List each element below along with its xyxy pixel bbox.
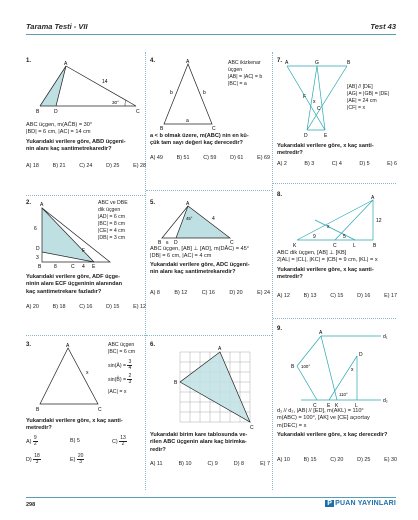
option-a[interactable]: A) $\frac{9}{2}$: [26, 435, 37, 447]
label-C: C: [333, 243, 337, 249]
question-text: Yukarıdaki verilere göre, ADF üçge- ninin alanı ECF üçgeninin alanından kaç santimetrekare fazladır?: [26, 274, 123, 295]
label-B: B: [158, 240, 162, 244]
label-E: E: [324, 133, 328, 138]
question-text: Yukarıdaki verilere göre, x kaç santi- metredir?: [277, 143, 374, 157]
option-b[interactable]: B) 21: [52, 163, 66, 169]
label-x: x: [313, 99, 316, 105]
option-b[interactable]: B) 10: [178, 461, 192, 467]
question-text: Yukarıdaki verilere göre, x kaç santi- metredir?: [26, 418, 123, 432]
question-number: 7.: [277, 58, 283, 64]
question-given: d₁ // d₂, |AB| // [ED], m(AKL) = 110° m(ABC) = 100°, [AK] ve [CE] açıortay m(DEC) = x: [277, 408, 370, 429]
question-1: [26, 58, 144, 198]
footer-rule: [26, 497, 396, 498]
label-B: B: [36, 407, 40, 413]
option-a[interactable]: A) 10: [277, 457, 290, 463]
option-e[interactable]: E) $\frac{20}{3}$: [70, 453, 84, 465]
question-text: a < b olmak üzere, m(ABC) nin en kü- çük tam sayı değeri kaç derecedir?: [150, 133, 249, 147]
label-F: F: [303, 94, 307, 100]
label-C: C: [71, 264, 75, 270]
option-e[interactable]: E) 30: [384, 457, 397, 463]
label-K: K: [335, 403, 339, 409]
options: [150, 290, 270, 297]
option-d[interactable]: D) 8: [233, 461, 244, 467]
page-header: [0, 0, 418, 40]
question-number: 9.: [277, 326, 283, 332]
label-5: 5: [343, 234, 346, 240]
label-A: A: [319, 330, 323, 336]
label-12: 12: [376, 218, 382, 224]
label-3: 3: [36, 255, 39, 261]
label-L: L: [353, 243, 356, 249]
label-C: C: [317, 106, 321, 112]
options: [277, 457, 397, 464]
question-number: 3.: [26, 342, 32, 348]
publisher-mark: P: [327, 500, 333, 507]
given-sin-b: sin(B̂) = $\frac{2}{3}$: [108, 373, 132, 385]
option-a[interactable]: A) 2: [277, 161, 287, 167]
label-D: D: [36, 246, 40, 252]
option-e[interactable]: E) 17: [384, 293, 397, 299]
question-5: [150, 200, 268, 340]
label-A: A: [218, 346, 222, 352]
option-d[interactable]: D) 61: [230, 155, 244, 161]
option-c[interactable]: C) $\frac{13}{2}$: [112, 435, 126, 447]
option-e[interactable]: E) 7: [260, 461, 270, 467]
question-7: [277, 58, 395, 198]
options: [26, 163, 146, 170]
right-triangle-figure: [277, 192, 395, 250]
option-c[interactable]: C) 20: [330, 457, 344, 463]
label-G: G: [315, 60, 319, 66]
column-divider: [272, 52, 273, 490]
option-d[interactable]: D) 25: [357, 457, 371, 463]
label-L: L: [355, 403, 358, 409]
question-number: 8.: [277, 192, 283, 198]
label-45: 45°: [186, 216, 193, 221]
label-B: B: [160, 126, 164, 130]
question-given: ABC üçgen, [AB] ⊥ [AD], m(DÂC) = 45° |DB| = 6 cm, |AC| = 4 cm: [150, 246, 249, 260]
option-b[interactable]: B) 15: [303, 457, 317, 463]
options: [277, 161, 397, 168]
label-8: 8: [54, 264, 57, 270]
question-3: [26, 342, 144, 482]
option-c[interactable]: C) 4: [331, 161, 342, 167]
option-e[interactable]: E) 24: [257, 290, 270, 296]
question-text: Yukarıdaki verilere göre, ABD üçgeni- nin alanı kaç santimetrekaredir?: [26, 139, 126, 153]
options: [26, 304, 146, 311]
question-2: [26, 200, 144, 340]
option-e[interactable]: E) 69: [257, 155, 270, 161]
question-given: ABC dik üçgen, [AB] ⊥ [KB] 2|AL| = |CL|, |KC| = |CB| = 9 cm, |KL| = x: [277, 250, 378, 264]
label-6: 6: [34, 226, 37, 232]
label-E: E: [92, 264, 96, 270]
test-series-title: Tarama Testi - VII: [26, 22, 88, 31]
label-B: B: [347, 60, 351, 66]
label-4: 4: [212, 216, 215, 222]
column-divider: [145, 52, 146, 490]
page-number: 298: [26, 502, 36, 508]
label-B: B: [36, 109, 40, 115]
question-4: [150, 58, 268, 198]
label-110: 110°: [339, 392, 348, 397]
options: [150, 155, 270, 162]
triangle-figure: [26, 342, 106, 414]
label-C: C: [98, 407, 102, 413]
label-b-left: b: [170, 90, 173, 96]
label-6: 6: [166, 240, 169, 244]
triangle-figure: [26, 58, 144, 118]
option-e[interactable]: E) 12: [133, 304, 146, 310]
parallel-lines-figure: [277, 58, 353, 138]
parallel-lines-angle-figure: [277, 326, 395, 410]
label-B: B: [38, 264, 42, 270]
label-angle: 30°: [112, 100, 119, 105]
label-4: 4: [82, 264, 85, 270]
option-b[interactable]: B) 18: [52, 304, 66, 310]
given-ac: |AC| = x: [108, 389, 127, 395]
label-A: A: [371, 195, 375, 201]
triangle-45-figure: [150, 200, 268, 244]
question-given: ABC üçgen, m(AĈB) = 30° |BD| = 6 cm, |AC| = 14 cm: [26, 122, 93, 136]
given-data: ABC üçgen |BC| = 6 cm: [108, 342, 136, 356]
question-text: Yukarıdaki verilere göre, x kaç santi- metredir?: [277, 267, 374, 281]
question-number: 5.: [150, 200, 156, 206]
option-c[interactable]: C) 59: [203, 155, 217, 161]
question-text: Yukarıdaki verilere göre, x kaç derecedir?: [277, 432, 388, 438]
question-9: [277, 326, 395, 466]
option-a[interactable]: A) 12: [277, 293, 290, 299]
question-text: Yukarıdaki verilere göre, ADC üçgeni- nin alanı kaç santimetrekaredir?: [150, 262, 250, 276]
label-C: C: [250, 425, 254, 430]
label-side: 14: [102, 79, 108, 85]
label-D: D: [359, 352, 363, 358]
option-d[interactable]: D) 5: [359, 161, 370, 167]
label-K: K: [293, 243, 297, 249]
option-e[interactable]: E) 6: [387, 161, 397, 167]
option-b[interactable]: B) 5: [70, 438, 80, 444]
label-B: B: [373, 243, 377, 249]
label-d1: d₁: [383, 334, 388, 340]
label-A: A: [285, 60, 289, 66]
option-d[interactable]: D) 25: [106, 163, 120, 169]
label-100: 100°: [301, 364, 311, 369]
label-B: B: [174, 380, 178, 386]
label-D: D: [174, 240, 178, 244]
option-c[interactable]: C) 9: [207, 461, 218, 467]
option-d[interactable]: D) 20: [229, 290, 243, 296]
label-C: C: [212, 126, 216, 130]
given-data: [AB] // [DE] |AG| = |GB| = |DE| |AE| = 24 cm |CF| = x: [347, 84, 390, 112]
label-A: A: [186, 201, 190, 207]
publisher-logo: [325, 500, 396, 507]
label-9: 9: [313, 234, 316, 240]
question-number: 1.: [26, 58, 32, 64]
option-a[interactable]: A) 49: [150, 155, 163, 161]
option-c[interactable]: C) 16: [201, 290, 215, 296]
unit-grid-figure: [150, 342, 268, 430]
option-b[interactable]: B) 3: [304, 161, 315, 167]
test-number: Test 43: [370, 22, 396, 31]
isosceles-triangle-figure: [150, 58, 230, 130]
label-b-right: b: [203, 90, 206, 96]
header-rule: [26, 34, 396, 35]
question-number: 4.: [150, 58, 156, 64]
option-a[interactable]: A) 11: [150, 461, 163, 467]
label-D: D: [304, 133, 308, 138]
question-number: 2.: [26, 200, 32, 206]
option-a[interactable]: A) 20: [26, 304, 39, 310]
option-d[interactable]: D) 15: [106, 304, 120, 310]
label-A: A: [186, 59, 190, 65]
option-b[interactable]: B) 12: [174, 290, 188, 296]
label-x: x: [351, 367, 354, 373]
option-d[interactable]: D) 16: [357, 293, 371, 299]
label-F: F: [82, 248, 86, 254]
option-c[interactable]: C) 15: [330, 293, 344, 299]
question-text: Yukarıdaki birim kare tablosunda ve- rilen ABC üçgenin alanı kaç birimka- redir?: [150, 432, 248, 453]
publisher-name: PUAN YAYINLARI: [335, 500, 396, 507]
given-data: ABC ikizkenar üçgen |AB| = |AC| = b |BC| = a: [228, 60, 263, 88]
label-A: A: [40, 202, 44, 208]
option-a[interactable]: A) 18: [26, 163, 39, 169]
label-d2: d₂: [383, 398, 388, 404]
label-B: B: [291, 364, 295, 370]
option-d[interactable]: D) $\frac{18}{3}$: [26, 453, 40, 465]
label-x: x: [86, 370, 89, 376]
option-b[interactable]: B) 51: [176, 155, 190, 161]
given-sin-a: sin(Â) = $\frac{3}{4}$: [108, 359, 132, 371]
label-C: C: [230, 240, 234, 244]
given-data: ABC ve DBE dik üçgen |AD| = 6 cm |BC| = 8 cm |CE| = 4 cm |DB| = 3 cm: [98, 200, 128, 242]
label-A: A: [64, 61, 68, 67]
label-a: a: [186, 118, 189, 124]
question-number: 6.: [150, 342, 156, 348]
option-c[interactable]: C) 24: [79, 163, 93, 169]
label-C: C: [136, 109, 140, 115]
options: [150, 461, 270, 468]
question-8: [277, 192, 395, 332]
option-e[interactable]: E) 28: [133, 163, 146, 169]
label-x: x: [327, 224, 330, 230]
option-a[interactable]: A) 8: [150, 290, 160, 296]
label-C: C: [313, 403, 317, 409]
label-A: A: [66, 343, 70, 349]
label-E: E: [327, 403, 331, 409]
label-D: D: [54, 109, 58, 115]
option-c[interactable]: C) 16: [79, 304, 93, 310]
question-6: [150, 342, 268, 482]
option-b[interactable]: B) 13: [303, 293, 317, 299]
options: [277, 293, 397, 300]
